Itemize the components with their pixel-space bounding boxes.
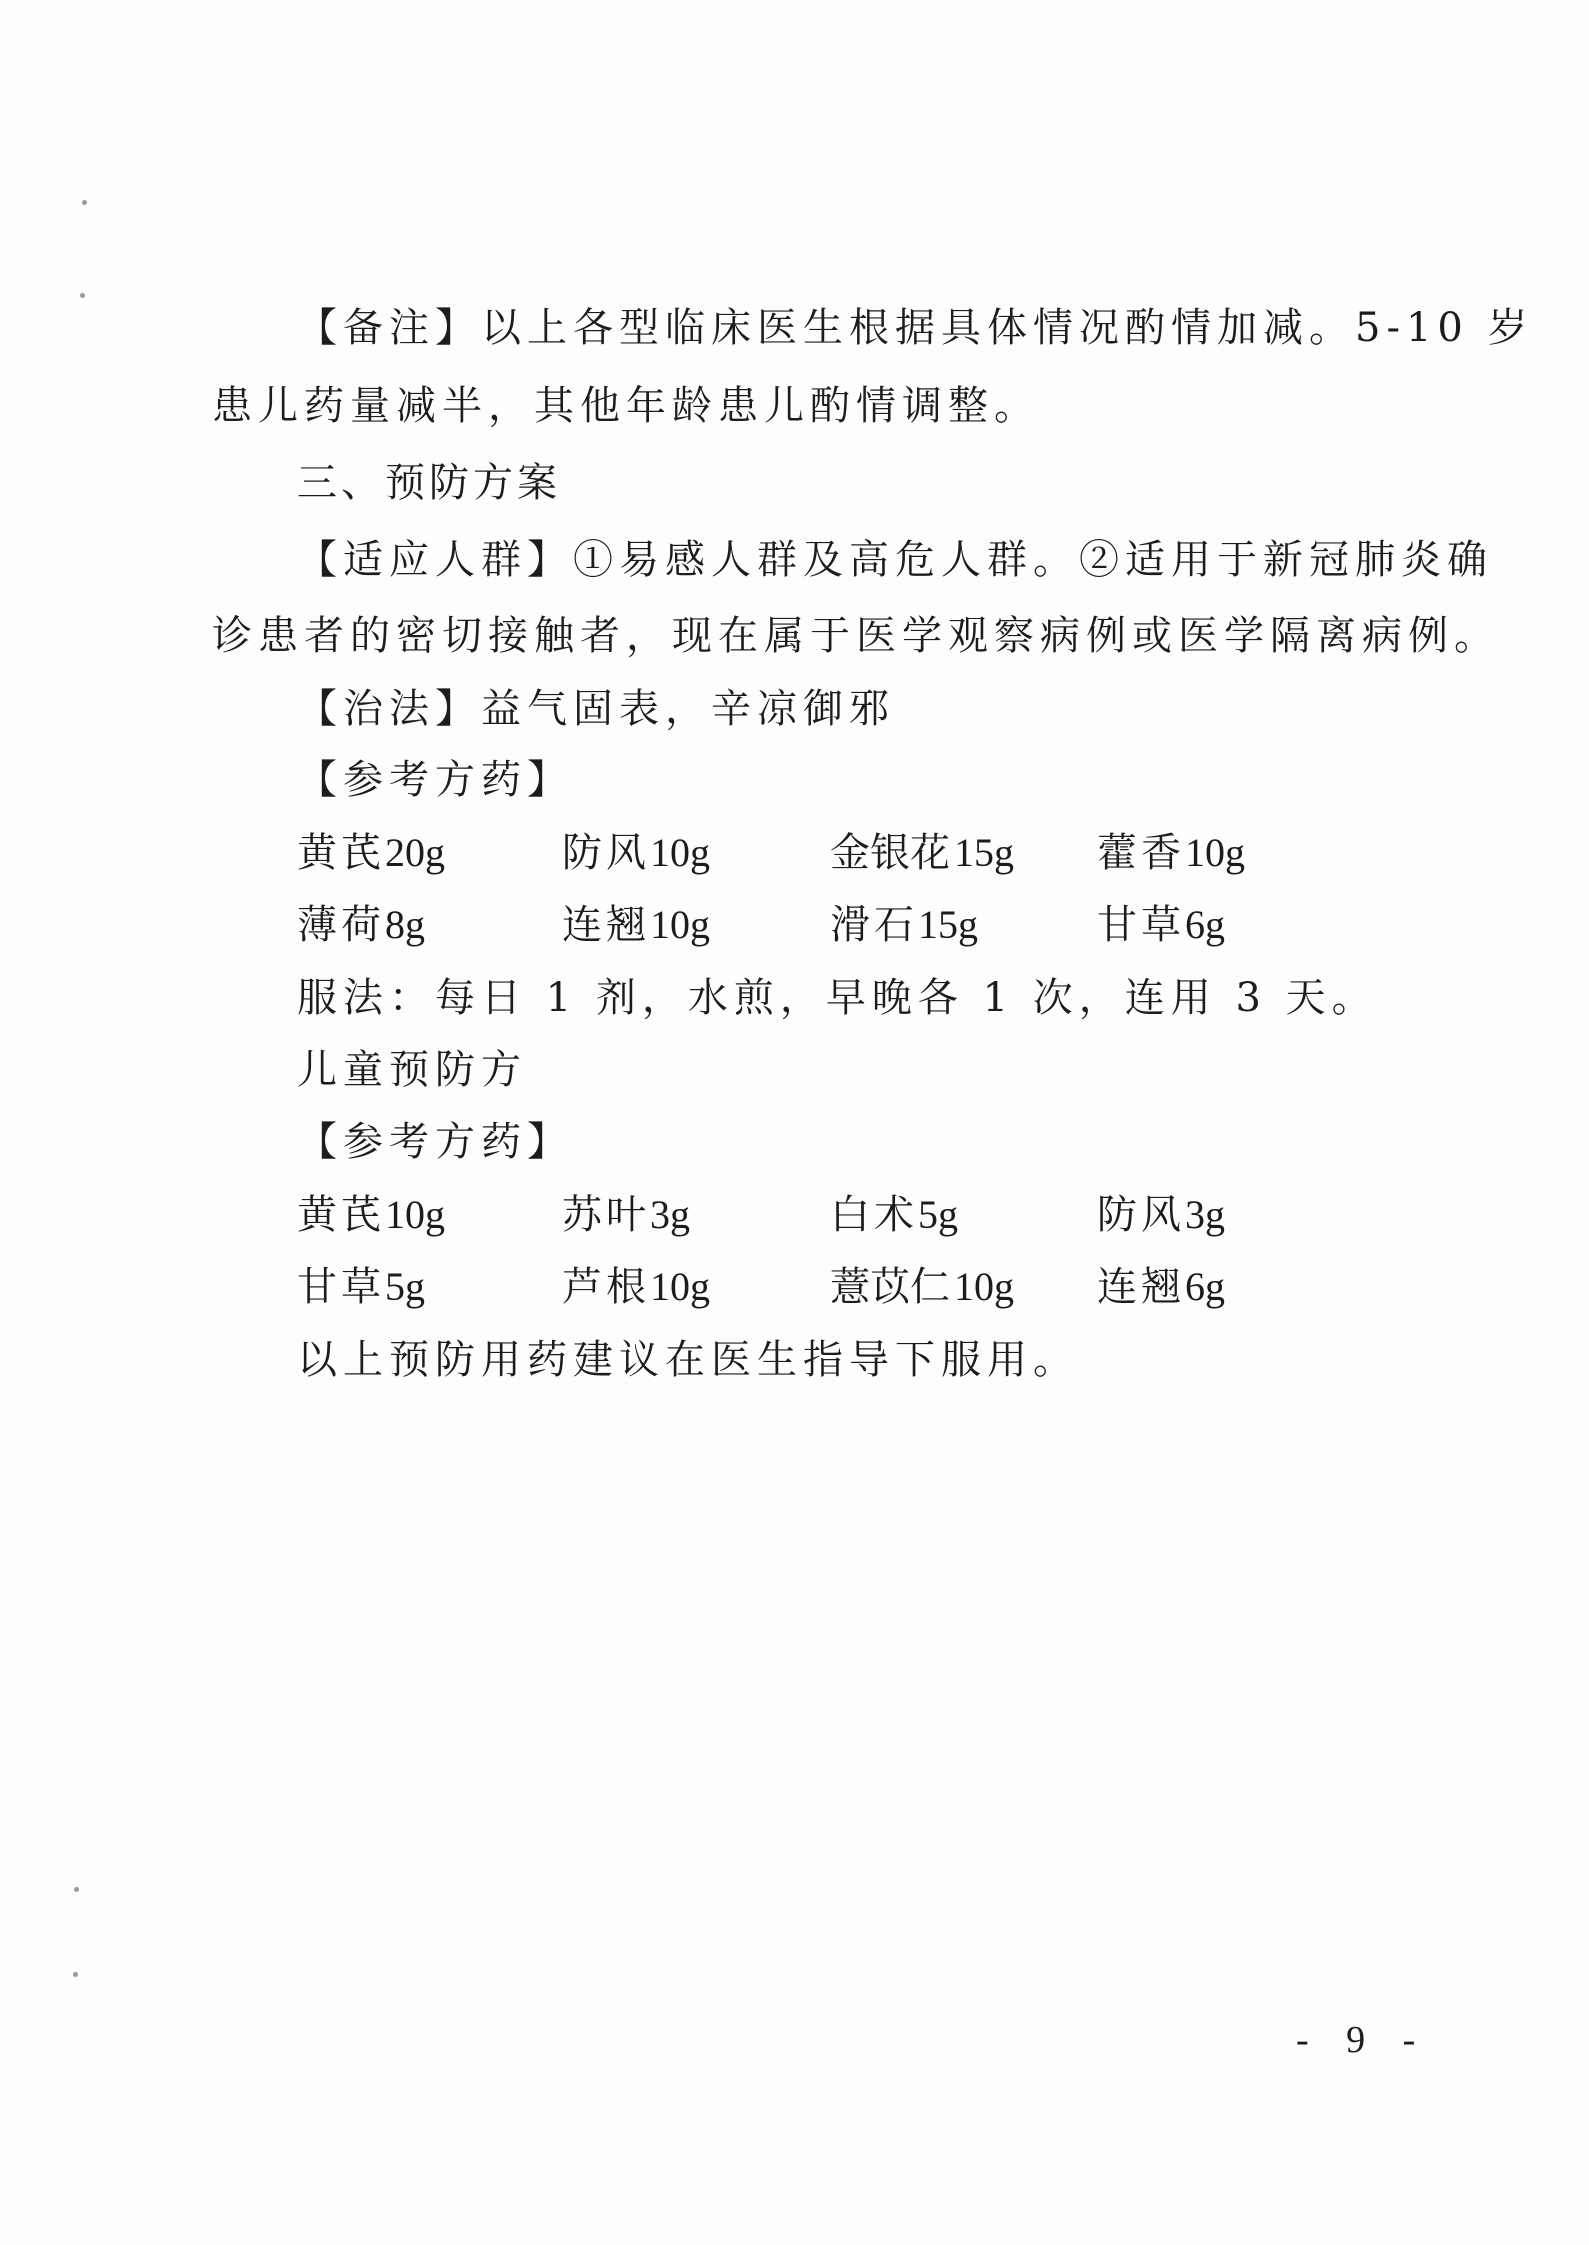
indications-line-2: 诊患者的密切接触者，现在属于医学观察病例或医学隔离病例。 bbox=[212, 613, 1500, 659]
herb-name bbox=[830, 1259, 950, 1315]
herb-name-char: 防 bbox=[1097, 1192, 1137, 1238]
herb-item bbox=[562, 825, 710, 881]
note-paragraph-line-1: 【备注】以上各型临床医生根据具体情况酌情加减。5-10 岁 bbox=[297, 305, 1534, 351]
herb-name bbox=[562, 825, 646, 881]
herb-name bbox=[830, 825, 950, 881]
reference-prescription-heading-child: 【参考方药】 bbox=[297, 1119, 573, 1165]
herb-name bbox=[830, 1187, 914, 1243]
herb-item bbox=[830, 825, 1014, 881]
herb-name-char: 石 bbox=[874, 902, 914, 948]
herb-dose: 10g bbox=[385, 1192, 445, 1237]
scan-speck bbox=[82, 200, 87, 205]
herb-dose: 10g bbox=[1185, 830, 1245, 875]
herb-item bbox=[297, 897, 425, 953]
herb-name-char: 黄 bbox=[297, 830, 337, 876]
herb-dose: 10g bbox=[650, 830, 710, 875]
herb-dose: 10g bbox=[650, 902, 710, 947]
herb-dose: 10g bbox=[954, 1264, 1014, 1309]
herb-name-char: 滑 bbox=[830, 902, 870, 948]
herb-name-char: 风 bbox=[1141, 1192, 1181, 1238]
herb-dose: 3g bbox=[650, 1192, 690, 1237]
herb-dose: 15g bbox=[918, 902, 978, 947]
herb-item bbox=[562, 1259, 710, 1315]
herb-name-char: 薏苡仁 bbox=[830, 1264, 950, 1310]
page-number: - 9 - bbox=[1296, 2019, 1430, 2061]
herb-item bbox=[1097, 1187, 1225, 1243]
herb-name-char: 翘 bbox=[1141, 1264, 1181, 1310]
herb-item bbox=[830, 1187, 958, 1243]
scan-speck bbox=[80, 293, 85, 298]
herb-name-char: 叶 bbox=[606, 1192, 646, 1238]
herb-name bbox=[830, 897, 914, 953]
scan-speck bbox=[74, 1887, 79, 1892]
herb-name bbox=[562, 1187, 646, 1243]
closing-note: 以上预防用药建议在医生指导下服用。 bbox=[297, 1337, 1079, 1383]
herb-name-char: 荷 bbox=[341, 902, 381, 948]
herb-name-char: 翘 bbox=[606, 902, 646, 948]
herb-name bbox=[1097, 897, 1181, 953]
herb-name-char: 芪 bbox=[341, 1192, 381, 1238]
herb-name-char: 薄 bbox=[297, 902, 337, 948]
herb-name-char: 苏 bbox=[562, 1192, 602, 1238]
herb-item bbox=[1097, 825, 1245, 881]
herb-name-char: 藿 bbox=[1097, 830, 1137, 876]
herb-name-char: 连 bbox=[562, 902, 602, 948]
herb-name bbox=[297, 1259, 381, 1315]
herb-name-char: 草 bbox=[1141, 902, 1181, 948]
scan-speck bbox=[73, 1972, 78, 1977]
herb-dose: 20g bbox=[385, 830, 445, 875]
herb-dose: 8g bbox=[385, 902, 425, 947]
herb-item bbox=[1097, 1259, 1225, 1315]
herb-dose: 6g bbox=[1185, 1264, 1225, 1309]
herb-name-char: 芪 bbox=[341, 830, 381, 876]
herb-item bbox=[1097, 897, 1225, 953]
herb-name bbox=[1097, 1187, 1181, 1243]
section-title: 三、预防方案 bbox=[297, 460, 561, 506]
herb-name-char: 根 bbox=[606, 1264, 646, 1310]
herb-name bbox=[297, 897, 381, 953]
herb-dose: 3g bbox=[1185, 1192, 1225, 1237]
herb-dose: 10g bbox=[650, 1264, 710, 1309]
herb-dose: 5g bbox=[385, 1264, 425, 1309]
herb-name-char: 白 bbox=[830, 1192, 870, 1238]
herb-name bbox=[297, 1187, 381, 1243]
herb-name-char: 金银花 bbox=[830, 830, 950, 876]
herb-name-char: 黄 bbox=[297, 1192, 337, 1238]
herb-name bbox=[1097, 1259, 1181, 1315]
herb-name-char: 芦 bbox=[562, 1264, 602, 1310]
herb-name-char: 草 bbox=[341, 1264, 381, 1310]
herb-item bbox=[830, 897, 978, 953]
reference-prescription-heading: 【参考方药】 bbox=[297, 757, 573, 803]
indications-line-1: 【适应人群】①易感人群及高危人群。②适用于新冠肺炎确 bbox=[297, 537, 1493, 583]
herb-name-char: 术 bbox=[874, 1192, 914, 1238]
herb-name-char: 甘 bbox=[297, 1264, 337, 1310]
note-paragraph-line-2: 患儿药量减半，其他年龄患儿酌情调整。 bbox=[212, 383, 1040, 429]
herb-name-char: 香 bbox=[1141, 830, 1181, 876]
child-prescription-title: 儿童预防方 bbox=[297, 1047, 527, 1093]
herb-name-char: 连 bbox=[1097, 1264, 1137, 1310]
herb-name bbox=[297, 825, 381, 881]
herb-item bbox=[830, 1259, 1014, 1315]
herb-name bbox=[562, 1259, 646, 1315]
herb-name-char: 防 bbox=[562, 830, 602, 876]
herb-item bbox=[297, 825, 445, 881]
herb-item bbox=[297, 1259, 425, 1315]
herb-name bbox=[562, 897, 646, 953]
herb-item bbox=[562, 897, 710, 953]
dosage-instructions: 服法：每日 1 剂，水煎，早晚各 1 次，连用 3 天。 bbox=[297, 975, 1378, 1021]
herb-item bbox=[297, 1187, 445, 1243]
treatment-method: 【治法】益气固表，辛凉御邪 bbox=[297, 686, 895, 732]
herb-name-char: 甘 bbox=[1097, 902, 1137, 948]
herb-dose: 15g bbox=[954, 830, 1014, 875]
herb-dose: 5g bbox=[918, 1192, 958, 1237]
herb-name bbox=[1097, 825, 1181, 881]
herb-item bbox=[562, 1187, 690, 1243]
herb-dose: 6g bbox=[1185, 902, 1225, 947]
herb-name-char: 风 bbox=[606, 830, 646, 876]
